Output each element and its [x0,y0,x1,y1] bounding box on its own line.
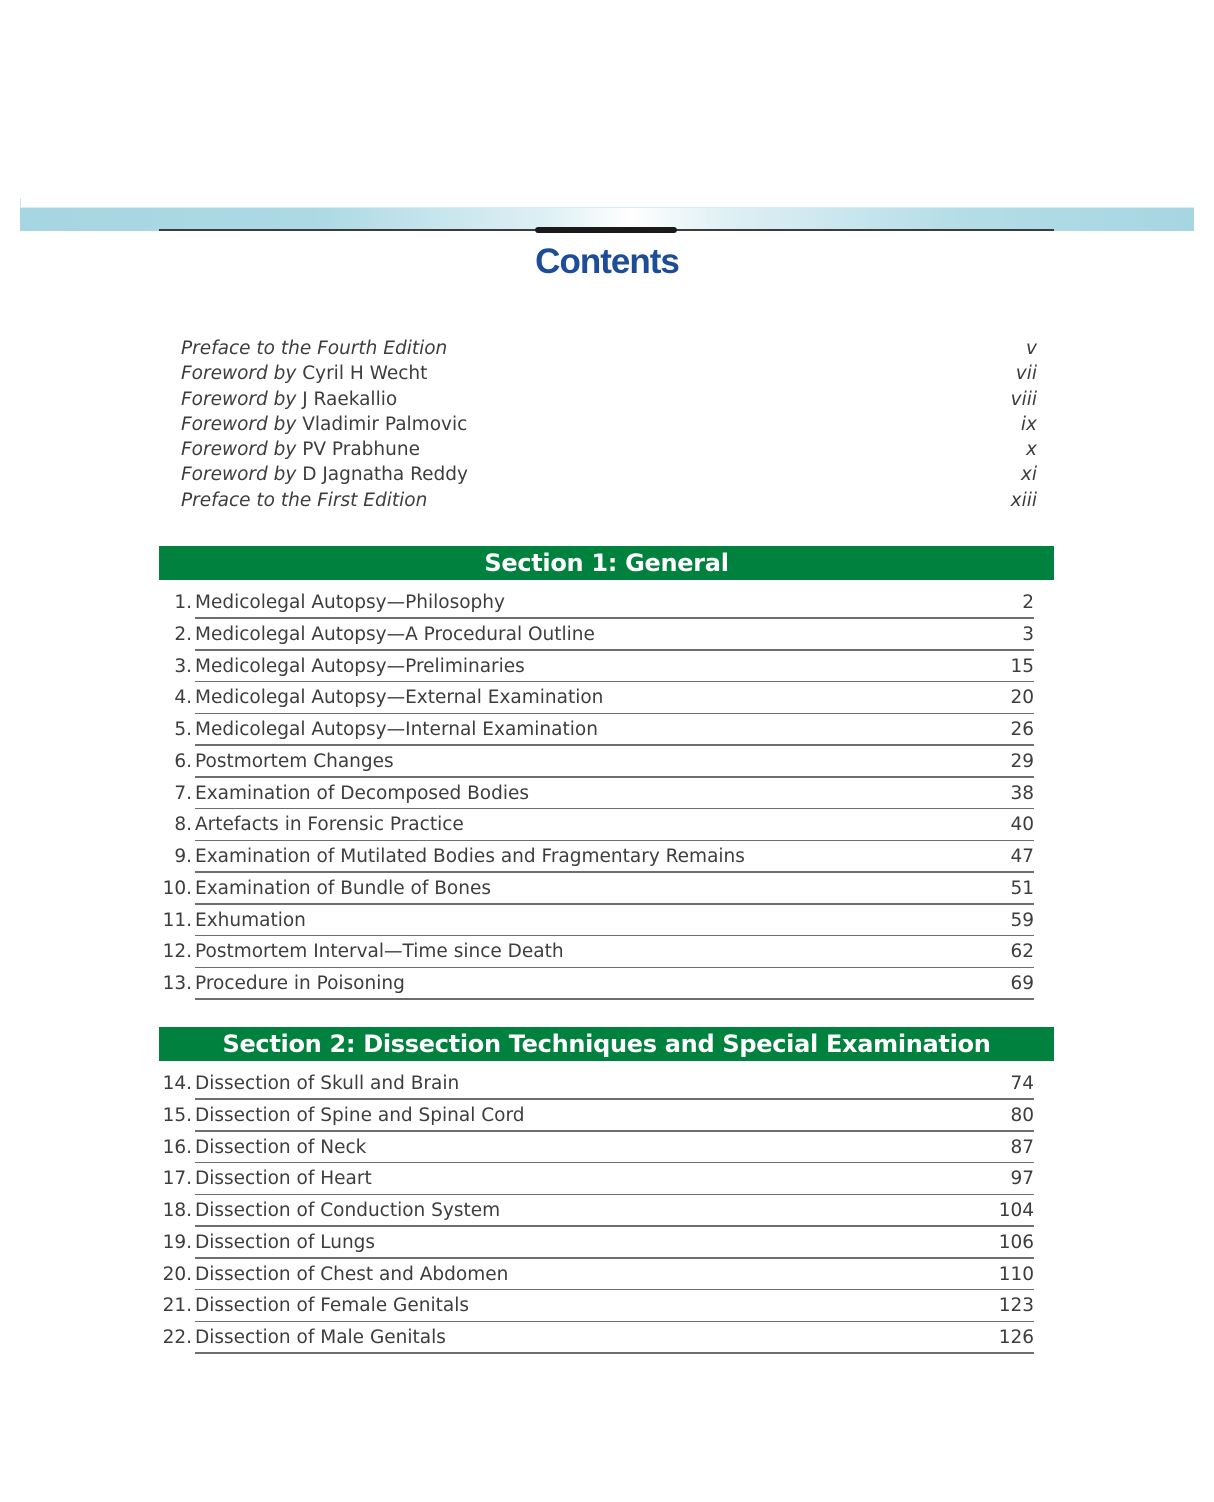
chapter-underline [195,935,1034,937]
chapter-entry[interactable] [159,842,1034,874]
chapter-entry[interactable] [159,747,1034,779]
chapter-entry[interactable] [159,620,1034,652]
chapter-number: 11. [162,909,192,931]
chapter-page: 26 [1010,719,1034,740]
front-matter-entry[interactable] [181,361,1037,386]
chapter-entry[interactable] [159,652,1034,684]
chapter-title: Examination of Decomposed Bodies [195,782,529,804]
chapter-underline [195,1098,1034,1100]
chapter-underline [195,1225,1034,1227]
chapter-entry[interactable] [159,906,1034,938]
chapter-underline [195,808,1034,810]
chapter-entry[interactable] [159,937,1034,969]
chapter-number: 4. [174,687,192,709]
front-matter-entry[interactable] [181,387,1037,412]
chapter-title: Postmortem Changes [195,750,394,772]
section-1-heading: Section 1: General [159,546,1054,580]
chapter-title: Medicolegal Autopsy—External Examination [195,687,604,709]
chapter-number: 16. [162,1136,192,1158]
chapter-entry[interactable] [159,1164,1034,1196]
chapter-title: Dissection of Chest and Abdomen [195,1263,509,1285]
section-2-chapter-list [159,1069,1034,1355]
chapter-page: 3 [1022,623,1034,645]
chapter-number: 7. [174,782,192,804]
chapter-number: 3. [174,655,192,677]
chapter-underline [195,840,1034,842]
front-matter-page: x [1026,439,1037,461]
section-1-chapter-list [159,588,1034,1001]
chapter-number: 9. [174,846,192,867]
front-matter-page: xiii [1010,489,1037,511]
chapter-page: 47 [1010,846,1034,867]
chapter-title: Medicolegal Autopsy—A Procedural Outline [195,623,595,645]
chapter-page: 104 [998,1200,1034,1221]
front-matter-title [181,361,427,386]
chapter-page: 97 [1010,1168,1034,1190]
chapter-title: Dissection of Spine and Spinal Cord [195,1104,525,1126]
chapter-title: Postmortem Interval—Time since Death [195,941,564,963]
chapter-page: 2 [1022,592,1034,613]
chapter-underline [195,1162,1034,1164]
chapter-number: 17. [162,1168,192,1190]
chapter-page: 126 [998,1327,1034,1348]
front-matter-entry[interactable] [181,488,1037,513]
chapter-title: Medicolegal Autopsy—Philosophy [195,592,505,613]
chapter-entry[interactable] [159,1101,1034,1133]
chapter-underline [195,776,1034,778]
section-2-heading: Section 2: Dissection Techniques and Special Examination [159,1027,1054,1061]
front-matter-title [181,462,468,487]
chapter-number: 21. [162,1295,192,1317]
chapter-entry[interactable] [159,715,1034,747]
chapter-underline [195,998,1034,1000]
chapter-entry[interactable] [159,1133,1034,1165]
chapter-title: Dissection of Lungs [195,1231,376,1253]
chapter-page: 20 [1010,687,1034,709]
chapter-page: 110 [998,1263,1034,1285]
front-matter-entry[interactable] [181,412,1037,437]
chapter-page: 106 [998,1231,1034,1253]
chapter-number: 19. [162,1231,192,1253]
chapter-title: Dissection of Neck [195,1136,367,1158]
front-matter-page: xi [1020,464,1037,486]
chapter-underline [195,1352,1034,1354]
chapter-page: 51 [1010,877,1034,899]
front-matter-page: ix [1020,413,1037,435]
chapter-underline [195,1130,1034,1132]
chapter-entry[interactable] [159,779,1034,811]
chapter-underline [195,1257,1034,1259]
chapter-underline [195,617,1034,619]
front-matter-page: viii [1010,388,1037,410]
chapter-entry[interactable] [159,969,1034,1001]
chapter-page: 38 [1010,782,1034,804]
chapter-title: Artefacts in Forensic Practice [195,814,464,836]
chapter-underline [195,871,1034,873]
chapter-number: 22. [162,1327,192,1348]
chapter-number: 10. [162,877,192,899]
front-matter-label: Foreword by [181,439,297,461]
front-matter-author: Vladimir Palmovic [296,413,468,435]
front-matter-author: J Raekallio [296,388,398,410]
chapter-underline [195,744,1034,746]
front-matter-page: v [1026,338,1037,359]
chapter-title: Dissection of Conduction System [195,1200,501,1221]
front-matter-author: PV Prabhune [296,439,420,461]
chapter-underline [195,1194,1034,1196]
chapter-title: Exhumation [195,909,306,931]
chapter-number: 1. [174,592,192,613]
front-matter-entry[interactable] [181,462,1037,487]
chapter-number: 18. [162,1200,192,1221]
chapter-number: 14. [162,1073,192,1094]
chapter-underline [195,903,1034,905]
header-rule-accent [535,227,677,233]
front-matter-title [181,387,397,412]
front-matter-title [181,336,447,361]
chapter-page: 15 [1010,655,1034,677]
chapter-underline [195,649,1034,651]
chapter-page: 87 [1010,1136,1034,1158]
chapter-page: 123 [998,1295,1034,1317]
chapter-entry[interactable] [159,1196,1034,1228]
chapter-entry[interactable] [159,1069,1034,1101]
chapter-number: 13. [162,973,192,994]
chapter-underline [195,681,1034,683]
chapter-page: 59 [1010,909,1034,931]
front-matter-label: Foreword by [181,363,297,385]
chapter-underline [195,967,1034,969]
chapter-page: 40 [1010,814,1034,836]
front-matter-entry[interactable] [181,336,1037,361]
chapter-entry[interactable] [159,1291,1034,1323]
chapter-number: 6. [174,750,192,772]
front-matter-page: vii [1015,363,1037,385]
chapter-entry[interactable] [159,1260,1034,1292]
chapter-entry[interactable] [159,588,1034,620]
chapter-underline [195,713,1034,715]
chapter-entry[interactable] [159,683,1034,715]
front-matter-author: Cyril H Wecht [296,363,428,385]
front-matter-title [181,412,467,437]
chapter-number: 12. [162,941,192,963]
chapter-page: 69 [1010,973,1034,994]
chapter-entry[interactable] [159,874,1034,906]
chapter-title: Medicolegal Autopsy—Internal Examination [195,719,598,740]
front-matter-author: D Jagnatha Reddy [296,464,468,486]
chapter-number: 8. [174,814,192,836]
chapter-title: Dissection of Female Genitals [195,1295,469,1317]
front-matter-title [181,488,427,513]
chapter-number: 20. [162,1263,192,1285]
chapter-page: 74 [1010,1073,1034,1094]
chapter-title: Procedure in Poisoning [195,973,405,994]
chapter-title: Medicolegal Autopsy—Preliminaries [195,655,525,677]
page-title: Contents [535,242,679,281]
chapter-underline [195,1289,1034,1291]
chapter-number: 15. [162,1104,192,1126]
front-matter-list [181,336,1037,513]
chapter-title: Examination of Bundle of Bones [195,877,491,899]
chapter-page: 80 [1010,1104,1034,1126]
chapter-title: Examination of Mutilated Bodies and Fragmentary Remains [195,846,745,867]
front-matter-label: Preface to the Fourth Edition [181,338,448,359]
chapter-entry[interactable] [159,1323,1034,1355]
chapter-title: Dissection of Male Genitals [195,1327,446,1348]
chapter-entry[interactable] [159,1228,1034,1260]
chapter-title: Dissection of Heart [195,1168,372,1190]
chapter-page: 62 [1010,941,1034,963]
chapter-page: 29 [1010,750,1034,772]
front-matter-title [181,437,420,462]
front-matter-label: Foreword by [181,413,297,435]
front-matter-label: Preface to the First Edition [181,489,428,511]
front-matter-label: Foreword by [181,464,297,486]
front-matter-entry[interactable] [181,437,1037,462]
chapter-title: Dissection of Skull and Brain [195,1073,460,1094]
chapter-entry[interactable] [159,810,1034,842]
front-matter-label: Foreword by [181,388,297,410]
chapter-number: 2. [174,623,192,645]
chapter-number: 5. [174,719,192,740]
chapter-underline [195,1321,1034,1323]
